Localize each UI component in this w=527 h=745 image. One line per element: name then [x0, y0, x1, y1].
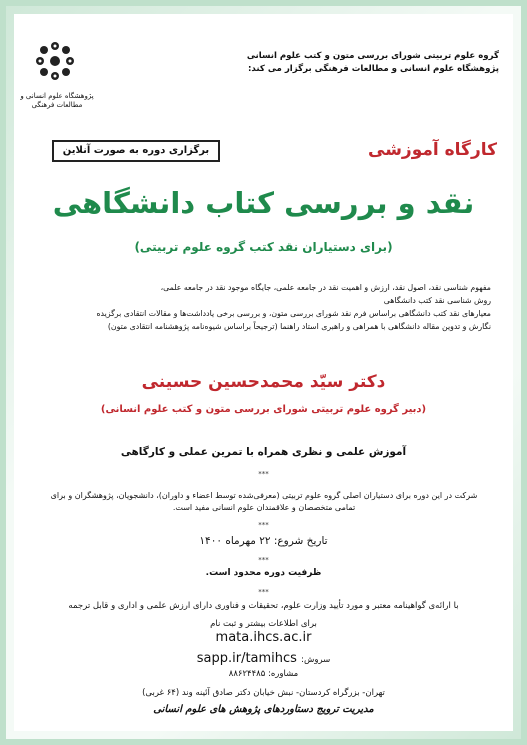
address-text: تهران- بزرگراه کردستان- نبش خیابان دکتر صادق آئینه وند (۶۴ غربی)	[142, 688, 385, 698]
topic-item: مفهوم شناسی نقد، اصول نقد، ارزش و اهمیت نقد در جامعه علمی، جایگاه موجود نقد در جامعه علمی،	[160, 283, 491, 292]
soroush-label: سروش:	[301, 655, 331, 665]
topic-item: معیارهای نقد کتب دانشگاهی براساس فرم نقد شورای بررسی متون، و بررسی برخی یادداشت‌ها و مقالات انتقادی برگزیده	[96, 309, 491, 318]
separator-stars: ***	[258, 588, 269, 596]
workshop-label: کارگاه آموزشی	[368, 140, 497, 160]
soroush-row	[0, 651, 527, 666]
certificate-note: با ارائه‌ی گواهینامه معتبر و مورد تأیید وزارت علوم، تحقیقات و فناوری دارای ارزش علمی و اداری و قابل ترجمه	[68, 601, 459, 611]
separator-stars: ***	[258, 470, 269, 478]
teacher-name: دکتر سیّد محمدحسین حسینی	[141, 372, 386, 392]
website-link[interactable]: mata.ihcs.ac.ir	[215, 630, 312, 645]
soroush-link[interactable]: sapp.ir/tamihcs	[196, 651, 297, 666]
organizer-line-1: گروه علوم تربیتی شورای بررسی متون و کتب علوم انسانی	[246, 51, 499, 61]
training-line: آموزش علمی و نظری همراه با تمرین عملی و کارگاهی	[120, 446, 407, 458]
teacher-role: (دبیر گروه علوم تربیتی شورای بررسی متون و کتب علوم انسانی)	[100, 404, 427, 415]
separator-stars: ***	[258, 556, 269, 564]
consult-phone: مشاوره: ۸۸۶۲۴۴۸۵	[228, 669, 299, 679]
topic-item: نگارش و تدوین مقاله دانشگاهی با همراهی و راهبری استاد راهنما (ترجیحاً براساس شیوه‌نامه پژوهشنامه انتقادی متون)	[107, 322, 491, 331]
page-subtitle: (برای دستیاران نقد کتب گروه علوم تربیتی)	[134, 240, 393, 254]
organizer-line-2: پژوهشگاه علوم انسانی و مطالعات فرهنگی برگزار می کند:	[247, 64, 499, 74]
topic-item: روش شناسی نقد کتب دانشگاهی	[383, 296, 491, 305]
logo-caption: پژوهشگاه علوم انسانی و مطالعات فرهنگی	[20, 92, 94, 109]
online-badge: برگزاری دوره به صورت آنلاین	[52, 140, 220, 162]
separator-stars: ***	[258, 521, 269, 529]
participants-text: شرکت در این دوره برای دستیاران اصلی گروه علوم تربیتی (معرفی‌شده توسط اعضاء و داوران)، دانشجویان، پژوهشگران و برای تمامی متخصصان و علاقمندان علوم انسانی مفید است.	[50, 491, 478, 512]
capacity-note: ظرفیت دوره محدود است.	[205, 568, 322, 578]
institute-logo-icon	[32, 38, 78, 84]
start-date: تاریخ شروع: ۲۲ مهرماه ۱۴۰۰	[199, 535, 328, 547]
footer-text: مدیریت ترویج دستاوردهای پژوهش های علوم انسانی	[153, 704, 374, 715]
organizer-text	[179, 50, 499, 76]
topics-list	[41, 281, 491, 333]
info-label: برای اطلاعات بیشتر و ثبت نام	[210, 619, 317, 629]
page-title: نقد و بررسی کتاب دانشگاهی	[52, 186, 475, 220]
